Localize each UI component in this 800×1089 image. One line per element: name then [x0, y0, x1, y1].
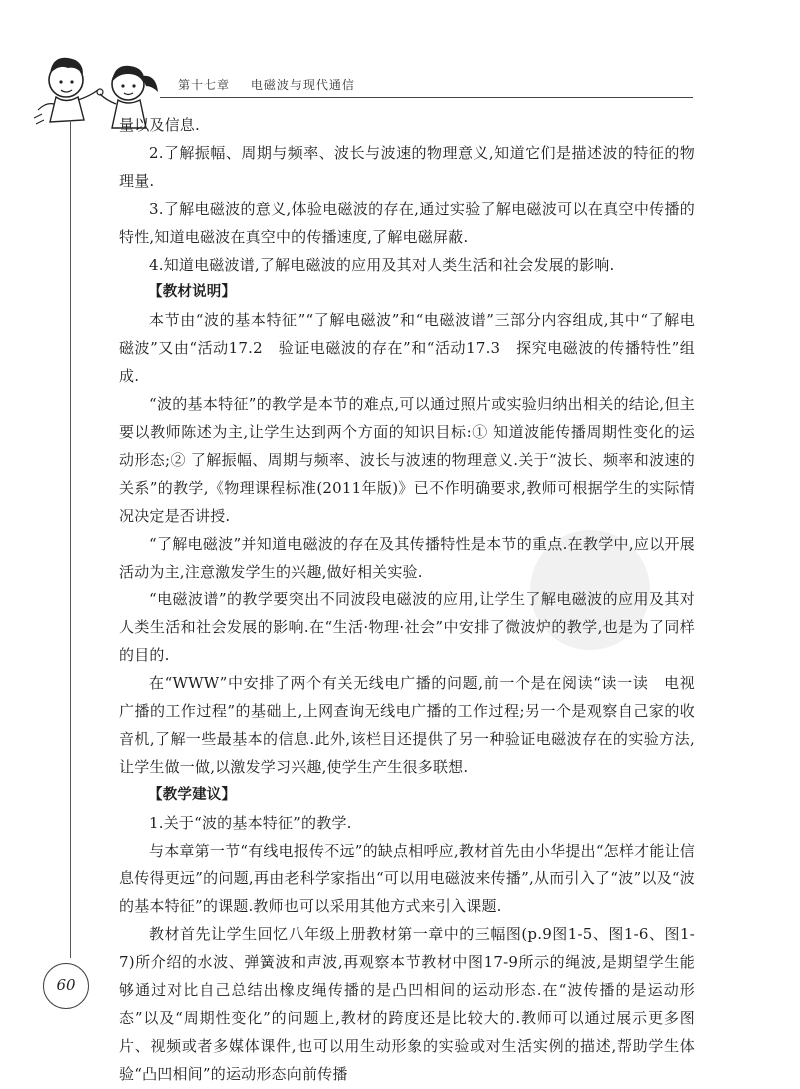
paragraph: 1.关于“波的基本特征”的教学. [149, 813, 352, 832]
paragraph: 3.了解电磁波的意义,体验电磁波的存在,通过实验了解电磁波可以在真空中传播的特性,知道电磁波在真空中的传播速度,了解电磁屏蔽. [119, 199, 695, 246]
running-header [178, 76, 371, 93]
paragraph: “了解电磁波”并知道电磁波的存在及其传播特性是本节的重点.在教学中,应以开展活动为主,注意激发学生的兴趣,做好相关实验. [119, 534, 695, 581]
section-heading: 【教学建议】 [148, 786, 237, 803]
paragraph: 教材首先让学生回忆八年级上册教材第一章中的三幅图(p.9图1-5、图1-6、图1-7)所介绍的水波、弹簧波和声波,再观察本节教材中图17-9所示的绳波,是期望学生能够通过对比自己总结出橡皮绳传播的是凸凹相间的运动形态.在“波传播的是运动形态”以及“周期性变化”的问题上,教材的跨度还是比较大的.教师可以通过展示更多图片、视频或者多媒体课件,也可以用生动形象的实验或对生活实例的描述,帮助学生体验“凸凹相间”的运动形态向前传播 [119, 925, 695, 1083]
header-rule [160, 97, 693, 98]
chapter-title: 电磁波与现代通信 [250, 78, 355, 92]
paragraph: 在“WWW”中安排了两个有关无线电广播的问题,前一个是在阅读“读一读 电视广播的工作过程”的基础上,上网查询无线电广播的工作过程;另一个是观察自己家的收音机,了解一些最基本的信息.此外,该栏目还提供了另一种验证电磁波存在的实验方法,让学生做一做,以激发学习兴趣,使学生产生很多联想. [119, 674, 695, 776]
margin-rule [70, 120, 71, 958]
paragraph: “电磁波谱”的教学要突出不同波段电磁波的应用,让学生了解电磁波的应用及其对人类生活和社会发展的影响.在“生活·物理·社会”中安排了微波炉的教学,也是为了同样的目的. [119, 590, 695, 665]
paragraph: 本节由“波的基本特征”“了解电磁波”和“电磁波谱”三部分内容组成,其中“了解电磁波”又由“活动17.2 验证电磁波的存在”和“活动17.3 探究电磁波的传播特性”组成. [119, 311, 695, 386]
paragraph: 4.知道电磁波谱,了解电磁波的应用及其对人类生活和社会发展的影响. [149, 255, 615, 274]
body-text [119, 112, 695, 1089]
paragraph: 量以及信息. [119, 116, 200, 134]
paragraph: “波的基本特征”的教学是本节的难点,可以通过照片或实验归纳出相关的结论,但主要以教师陈述为主,让学生达到两个方面的知识目标:① 知道波能传播周期性变化的运动形态;② 了解振幅、周期与频率、波长与波速的物理意义.关于“波长、频率和波速的关系”的教学,《物理课程标准(2011年版)》已不作明确要求,教师可根据学生的实际情况决定是否讲授. [119, 395, 695, 525]
section-heading: 【教材说明】 [148, 284, 237, 301]
paragraph: 与本章第一节“有线电报传不远”的缺点相呼应,教材首先由小华提出“怎样才能让信息传得更远”的问题,再由老科学家指出“可以用电磁波来传播”,从而引入了“波”以及“波的基本特征”的课题.教师也可以采用其他方式来引入课题. [119, 841, 695, 916]
paragraph: 2.了解振幅、周期与频率、波长与波速的物理意义,知道它们是描述波的特征的物理量. [119, 143, 695, 190]
page-number: 60 [43, 963, 89, 1009]
chapter-label: 第十七章 [178, 78, 231, 92]
